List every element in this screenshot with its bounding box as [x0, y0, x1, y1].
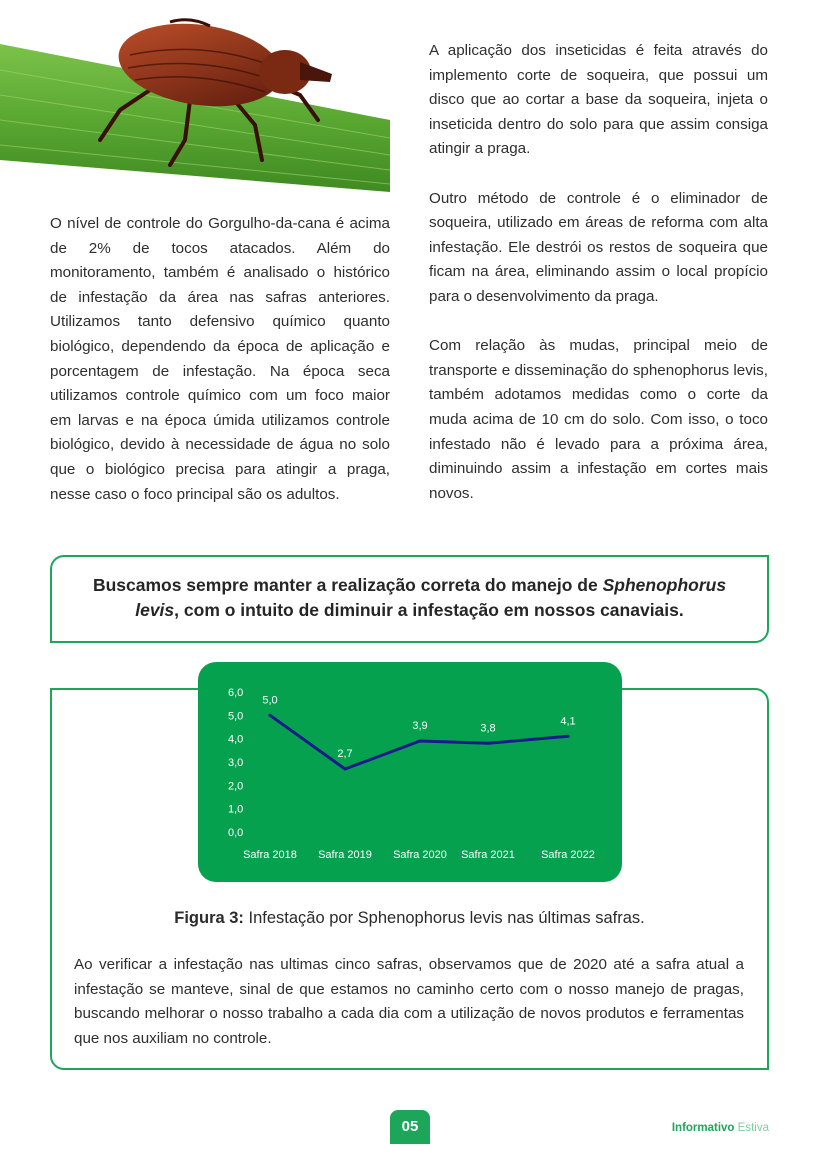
data-point [344, 768, 347, 771]
y-tick-label: 1,0 [228, 803, 244, 816]
data-point [487, 742, 490, 745]
data-label: 3,8 [480, 722, 496, 735]
data-label: 3,9 [412, 720, 428, 732]
data-label: 2,7 [337, 748, 353, 760]
callout-text [52, 573, 767, 623]
right-paragraph-1: A aplicação dos inseticidas é feita através do implemento corte de soqueira, que possui um disco que ao cortar a base da soqueira, injeta o inseticida dentro do solo para que assim consiga atingir a praga. [429, 42, 768, 158]
right-column [429, 39, 768, 531]
page-number: 05 [390, 1110, 430, 1144]
left-paragraph: O nível de controle do Gorgulho-da-cana é acima de 2% de tocos atacados. Além do monitoramento, também é analisado o histórico de infestação da área nas safras anteriores. Utilizamos tanto defensivo químico quanto biológico, dependendo da época de aplicação e porcentagem de infestação. Na época seca utilizamos controle químico com um foco maior em larvas e na época úmida utilizamos controle biológico, devido à necessidade de água no solo que o biológico precisa para atingir a praga, nesse caso o foco principal são os adultos. [50, 215, 390, 503]
y-tick-label: 5,0 [228, 710, 244, 723]
footer-brand-light: Estiva [737, 1122, 769, 1134]
footer-brand-strong: Informativo [671, 1122, 735, 1134]
y-tick-label: 6,0 [228, 687, 244, 699]
data-point [269, 714, 272, 717]
callout-part1: Buscamos sempre manter a realização correta do manejo de [92, 575, 603, 595]
y-tick-label: 4,0 [228, 733, 244, 746]
caption-text: Infestação por Sphenophorus levis nas últimas safras. [243, 909, 645, 927]
weevil-photo [0, 0, 390, 192]
x-tick-label: Safra 2018 [243, 849, 297, 861]
right-paragraph-3: Com relação às mudas, principal meio de transporte e disseminação do sphenophorus levis, também adotamos medidas como o corte da muda acima de 10 cm do solo. Com isso, o toco infestado não é levado para a próxima área, diminuindo assim a infestação em cortes mais novos. [429, 337, 768, 502]
y-tick-label: 3,0 [228, 757, 244, 769]
data-point [567, 735, 570, 738]
callout-part2: , com o intuito de diminuir a infestação em nossos canaviais. [174, 600, 684, 620]
data-label: 4,1 [560, 715, 576, 728]
x-tick-label: Safra 2020 [393, 849, 447, 861]
data-label: 5,0 [262, 694, 278, 707]
callout-species: Sphenophorus levis [135, 575, 727, 620]
chart-svg [198, 662, 622, 882]
x-tick-label: Safra 2022 [541, 849, 595, 861]
y-tick-label: 2,0 [228, 780, 244, 793]
footer-brand [672, 1122, 769, 1134]
caption-label: Figura 3: [174, 909, 244, 927]
callout-box [50, 555, 769, 643]
data-point [419, 740, 422, 743]
y-tick-label: 0,0 [228, 827, 244, 839]
infestation-chart [198, 662, 622, 882]
bottom-paragraph: Ao verificar a infestação nas ultimas cinco safras, observamos que de 2020 até a safra atual a infestação se manteve, sinal de que estamos no caminho certo com o nosso manejo de pragas, buscando melhorar o nosso trabalho a cada dia com a utilização de novos produtos e ferramentas que nos auxiliam no controle. [74, 956, 744, 1047]
figure-caption [50, 909, 769, 928]
right-paragraph-2: Outro método de controle é o eliminador de soqueira, utilizado em áreas de reforma com alta infestação. Ele destrói os restos de soqueira que ficam na área, eliminando assim o local propício para o desenvolvimento da praga. [429, 189, 768, 305]
x-tick-label: Safra 2019 [318, 849, 372, 861]
x-tick-label: Safra 2021 [461, 849, 515, 861]
left-column [50, 212, 390, 532]
